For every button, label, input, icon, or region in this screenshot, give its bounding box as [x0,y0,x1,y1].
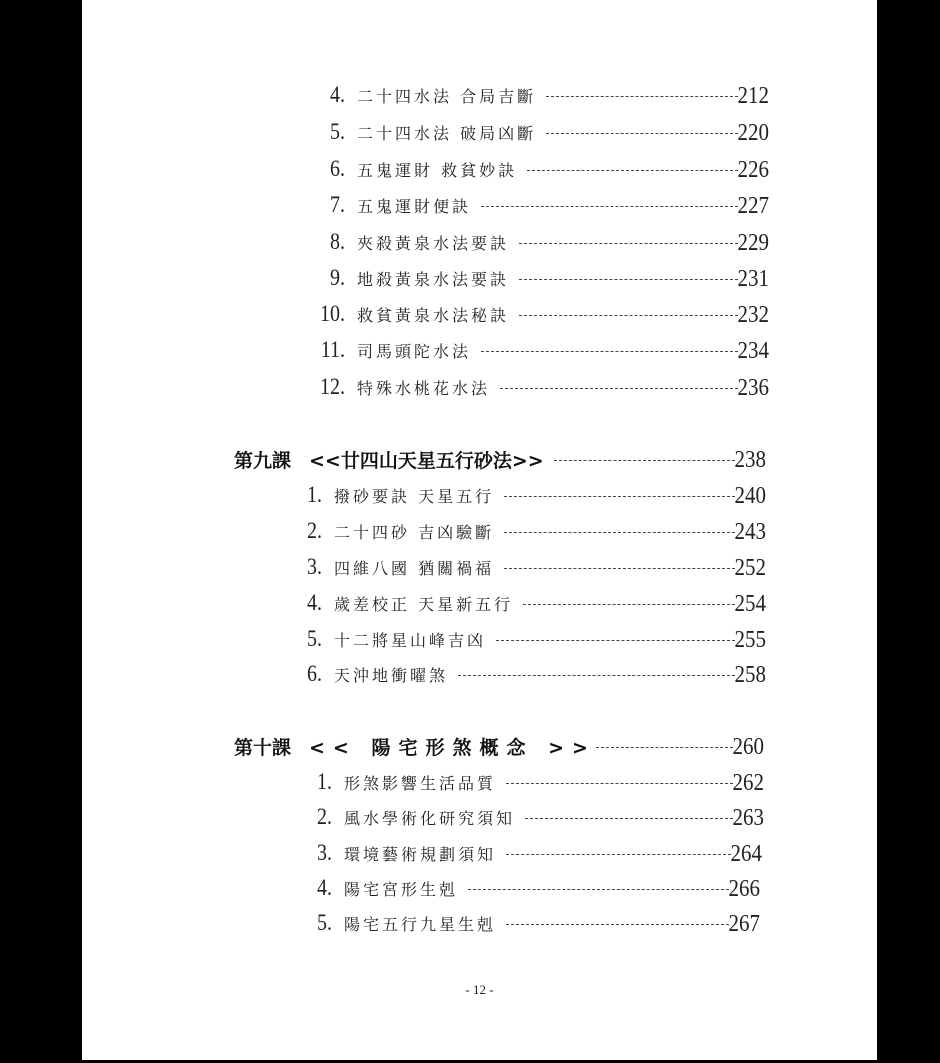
entry-title: 四維八國 猶關禍福 [334,558,495,578]
chapter-title: <<廿四山天星五行砂法>> [309,449,544,472]
entry-title: 司馬頭陀水法 [357,341,472,361]
entry-number: 6. [330,155,345,182]
entry-number: 4. [330,81,345,108]
entry-page: 236 [737,372,769,401]
toc-entry[interactable] [307,154,769,184]
dot-leader [504,568,734,569]
entry-title: 地殺黃泉水法要訣 [357,269,510,289]
entry-number: 4. [317,874,332,901]
toc-entry[interactable] [314,873,760,903]
dot-leader [519,315,737,316]
entry-number: 3. [307,553,322,580]
entry-title: 陽宅五行九星生剋 [344,914,497,934]
entry-page: 212 [737,80,769,109]
dot-leader [523,604,734,605]
dot-leader [506,783,732,784]
dot-leader [506,924,728,925]
entry-page: 263 [732,802,764,831]
dot-leader [525,818,732,819]
entry-number: 10. [320,300,345,327]
dot-leader [546,133,737,134]
toc-entry[interactable] [304,659,766,689]
entry-title: 撥砂要訣 天星五行 [334,486,495,506]
entry-title: 救貧黃泉水法秘訣 [357,305,510,325]
toc-entry[interactable] [307,190,769,220]
entry-page: 240 [734,480,766,509]
entry-page: 267 [728,908,760,937]
dot-leader [504,532,734,533]
entry-number: 2. [317,803,332,830]
entry-number: 11. [320,336,345,363]
entry-number: 7. [330,191,345,218]
chapter-heading[interactable] [234,731,764,761]
toc-entry[interactable] [307,117,769,147]
entry-title: 二十四砂 吉凶驗斷 [334,522,495,542]
entry-title: 特殊水桃花水法 [357,378,491,398]
toc-entry[interactable] [304,624,766,654]
entry-title: 夾殺黃泉水法要訣 [357,233,510,253]
toc-entry[interactable] [307,80,769,110]
dot-leader [481,351,737,352]
toc-entry[interactable] [304,552,766,582]
toc-entry[interactable] [304,588,766,618]
entry-page: 220 [737,117,769,146]
dot-leader [481,206,737,207]
entry-page: 229 [737,227,769,256]
toc-entry[interactable] [307,227,769,257]
chapter-heading[interactable] [234,444,766,474]
entry-title: 風水學術化研究須知 [344,808,516,828]
entry-title: 天沖地衝曜煞 [334,665,449,685]
dot-leader [458,675,734,676]
entry-number: 4. [307,589,322,616]
entry-number: 5. [317,909,332,936]
entry-title: 十二將星山峰吉凶 [334,630,487,650]
dot-leader [506,854,730,855]
entry-title: 五鬼運財 救貧妙訣 [357,160,518,180]
entry-page: 234 [737,335,769,364]
toc-entry[interactable] [304,516,766,546]
dot-leader [519,243,737,244]
chapter-page: 238 [734,444,766,473]
entry-number: 8. [330,228,345,255]
dot-leader [519,279,737,280]
dot-leader [554,460,735,461]
dot-leader [527,170,737,171]
entry-title: 陽宅宮形生剋 [344,879,459,899]
entry-title: 歲差校正 天星新五行 [334,594,514,614]
page-number-footer: - 12 - [465,982,494,997]
entry-title: 形煞影響生活品質 [344,773,497,793]
entry-number: 1. [307,481,322,508]
entry-page: 255 [734,624,766,653]
entry-number: 12. [320,373,345,400]
document-page [82,0,877,1060]
entry-number: 9. [330,264,345,291]
chapter-label: 第九課 [234,449,292,472]
entry-page: 227 [737,190,769,219]
entry-page: 264 [730,838,762,867]
entry-page: 266 [728,873,760,902]
entry-page: 226 [737,154,769,183]
entry-title: 環境藝術規劃須知 [344,844,497,864]
entry-number: 3. [317,839,332,866]
entry-page: 254 [734,588,766,617]
toc-entry[interactable] [307,372,769,402]
dot-leader [546,96,737,97]
entry-number: 1. [317,768,332,795]
entry-number: 6. [307,660,322,687]
toc-entry[interactable] [314,908,760,938]
toc-entry[interactable] [314,838,762,868]
toc-entry[interactable] [307,263,769,293]
dot-leader [504,496,734,497]
toc-entry[interactable] [307,299,769,329]
dot-leader [496,640,734,641]
entry-page: 262 [732,767,764,796]
entry-number: 5. [307,625,322,652]
entry-page: 231 [737,263,769,292]
toc-entry[interactable] [314,802,764,832]
dot-leader [468,889,728,890]
chapter-page: 260 [732,731,764,760]
entry-page: 258 [734,659,766,688]
toc-entry[interactable] [304,480,766,510]
toc-entry[interactable] [314,767,764,797]
entry-page: 252 [734,552,766,581]
dot-leader [596,747,733,748]
entry-page: 232 [737,299,769,328]
dot-leader [500,388,737,389]
chapter-label: 第十課 [234,736,292,759]
entry-page: 243 [734,516,766,545]
entry-number: 2. [307,517,322,544]
entry-title: 二十四水法 合局吉斷 [357,86,537,106]
toc-entry[interactable] [307,335,769,365]
chapter-title: << 陽宅形煞概念 >> [309,736,596,759]
entry-title: 五鬼運財便訣 [357,196,472,216]
entry-title: 二十四水法 破局凶斷 [357,123,537,143]
entry-number: 5. [330,118,345,145]
